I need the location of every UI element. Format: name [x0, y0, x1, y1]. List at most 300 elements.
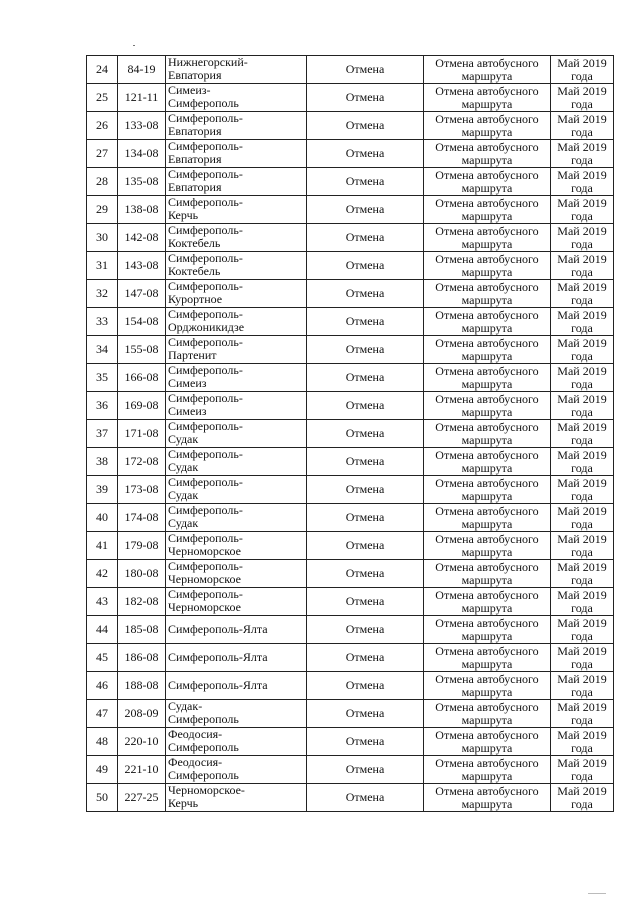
route-name-cell-line: Нижнегорский- [168, 55, 248, 69]
date-cell-line: года [571, 572, 593, 587]
row-number-cell: 44 [87, 616, 118, 644]
route-name-cell-line: Симферополь- [168, 223, 243, 237]
reason-cell [424, 168, 551, 196]
route-name-cell-line: Орджоникидзе [168, 320, 245, 334]
date-cell [551, 224, 614, 252]
route-name-cell [166, 420, 307, 448]
route-name-cell-line: Судак [168, 488, 199, 502]
table-row [87, 168, 614, 196]
route-name-cell [166, 644, 307, 672]
route-name-cell-line: Симферополь- [168, 279, 243, 293]
table-row [87, 672, 614, 700]
route-code-cell: 185-08 [118, 616, 166, 644]
table-row [87, 728, 614, 756]
reason-cell-line: маршрута [461, 432, 513, 447]
route-code-cell: 121-11 [118, 84, 166, 112]
route-name-cell-line: Керчь [168, 796, 199, 810]
date-cell [551, 728, 614, 756]
reason-cell-line: маршрута [461, 600, 513, 615]
route-name-cell-line: Коктебель [168, 264, 221, 278]
reason-cell-line: маршрута [461, 152, 513, 167]
route-name-cell [166, 672, 307, 700]
date-cell-line: Май 2019 [557, 503, 607, 518]
reason-cell-line: маршрута [461, 628, 513, 643]
reason-cell [424, 364, 551, 392]
date-cell [551, 644, 614, 672]
date-cell-line: года [571, 348, 593, 363]
route-name-cell-line: Евпатория [168, 180, 222, 194]
reason-cell [424, 700, 551, 728]
date-cell [551, 532, 614, 560]
reason-cell-line: Отмена автобусного [435, 55, 539, 70]
table-row [87, 112, 614, 140]
route-name-cell-line: Судак [168, 432, 199, 446]
date-cell-line: года [571, 124, 593, 139]
reason-cell-line: Отмена автобусного [435, 475, 539, 490]
reason-cell [424, 84, 551, 112]
date-cell-line: года [571, 656, 593, 671]
route-name-cell-line: Черноморское [168, 544, 241, 558]
route-name-cell-line: Симферополь- [168, 559, 243, 573]
route-name-cell-line: Черноморское- [168, 783, 245, 797]
reason-cell-line: Отмена автобусного [435, 783, 539, 798]
date-cell [551, 560, 614, 588]
route-name-cell [166, 84, 307, 112]
date-cell-line: Май 2019 [557, 755, 607, 770]
date-cell [551, 168, 614, 196]
row-number-cell: 32 [87, 280, 118, 308]
reason-cell [424, 252, 551, 280]
table-row [87, 140, 614, 168]
route-name-cell-line: Симеиз [168, 404, 207, 418]
date-cell-line: Май 2019 [557, 307, 607, 322]
reason-cell-line: Отмена автобусного [435, 755, 539, 770]
date-cell [551, 616, 614, 644]
row-number-cell: 46 [87, 672, 118, 700]
route-code-cell: 166-08 [118, 364, 166, 392]
row-number-cell: 25 [87, 84, 118, 112]
row-number-cell: 30 [87, 224, 118, 252]
action-cell: Отмена [307, 112, 424, 140]
route-name-cell-line: Черноморское [168, 572, 241, 586]
date-cell-line: года [571, 740, 593, 755]
route-name-cell-line: Коктебель [168, 236, 221, 250]
scan-speck [588, 893, 606, 894]
reason-cell-line: маршрута [461, 768, 513, 783]
date-cell-line: Май 2019 [557, 419, 607, 434]
date-cell-line: Май 2019 [557, 391, 607, 406]
date-cell-line: года [571, 432, 593, 447]
route-name-cell [166, 728, 307, 756]
reason-cell-line: Отмена автобусного [435, 139, 539, 154]
route-name-cell-line: Симферополь [168, 768, 239, 782]
table-row [87, 364, 614, 392]
reason-cell-line: маршрута [461, 712, 513, 727]
route-name-cell [166, 112, 307, 140]
reason-cell [424, 672, 551, 700]
route-name-cell [166, 392, 307, 420]
action-cell: Отмена [307, 784, 424, 812]
table-row [87, 308, 614, 336]
action-cell: Отмена [307, 196, 424, 224]
date-cell-line: года [571, 264, 593, 279]
reason-cell-line: Отмена автобусного [435, 615, 539, 630]
date-cell-line: Май 2019 [557, 643, 607, 658]
date-cell [551, 756, 614, 784]
route-name-cell [166, 448, 307, 476]
route-name-cell-line: Симферополь [168, 740, 239, 754]
route-code-cell: 220-10 [118, 728, 166, 756]
date-cell-line: Май 2019 [557, 111, 607, 126]
date-cell-line: года [571, 320, 593, 335]
date-cell-line: года [571, 628, 593, 643]
route-code-cell: 155-08 [118, 336, 166, 364]
action-cell: Отмена [307, 644, 424, 672]
route-name-cell [166, 196, 307, 224]
row-number-cell: 47 [87, 700, 118, 728]
route-name-cell [166, 336, 307, 364]
route-name-cell-line: Симферополь- [168, 307, 243, 321]
reason-cell [424, 616, 551, 644]
reason-cell-line: маршрута [461, 404, 513, 419]
route-code-cell: 172-08 [118, 448, 166, 476]
route-name-cell-line: Судак [168, 516, 199, 530]
reason-cell [424, 532, 551, 560]
action-cell: Отмена [307, 476, 424, 504]
route-code-cell: 169-08 [118, 392, 166, 420]
date-cell-line: Май 2019 [557, 587, 607, 602]
date-cell-line: Май 2019 [557, 195, 607, 210]
route-code-cell: 179-08 [118, 532, 166, 560]
action-cell: Отмена [307, 224, 424, 252]
reason-cell-line: маршрута [461, 320, 513, 335]
date-cell-line: года [571, 152, 593, 167]
reason-cell-line: Отмена автобусного [435, 279, 539, 294]
reason-cell [424, 644, 551, 672]
action-cell: Отмена [307, 672, 424, 700]
route-name-cell-line: Судак- [168, 699, 203, 713]
reason-cell-line: маршрута [461, 180, 513, 195]
row-number-cell: 26 [87, 112, 118, 140]
reason-cell [424, 56, 551, 84]
date-cell-line: Май 2019 [557, 251, 607, 266]
table-row [87, 420, 614, 448]
date-cell-line: года [571, 180, 593, 195]
route-code-cell: 147-08 [118, 280, 166, 308]
reason-cell [424, 280, 551, 308]
reason-cell [424, 420, 551, 448]
route-name-cell-line: Евпатория [168, 68, 222, 82]
route-cancellation-table [86, 55, 614, 812]
reason-cell-line: Отмена автобусного [435, 335, 539, 350]
route-name-cell-line: Симферополь- [168, 475, 243, 489]
row-number-cell: 48 [87, 728, 118, 756]
date-cell [551, 140, 614, 168]
reason-cell [424, 728, 551, 756]
route-name-cell-line: Симеиз [168, 376, 207, 390]
route-name-cell [166, 140, 307, 168]
route-name-cell-line: Феодосия- [168, 755, 223, 769]
route-name-cell [166, 756, 307, 784]
reason-cell-line: маршрута [461, 544, 513, 559]
reason-cell [424, 784, 551, 812]
route-name-cell [166, 504, 307, 532]
route-code-cell: 208-09 [118, 700, 166, 728]
route-name-cell-line: Черноморское [168, 600, 241, 614]
route-name-cell [166, 224, 307, 252]
reason-cell-line: Отмена автобусного [435, 643, 539, 658]
reason-cell-line: маршрута [461, 348, 513, 363]
date-cell [551, 336, 614, 364]
route-name-cell-line: Симферополь- [168, 391, 243, 405]
route-code-cell: 186-08 [118, 644, 166, 672]
action-cell: Отмена [307, 168, 424, 196]
date-cell [551, 252, 614, 280]
date-cell-line: года [571, 68, 593, 83]
reason-cell-line: маршрута [461, 208, 513, 223]
date-cell-line: года [571, 236, 593, 251]
route-name-cell-line: Симферополь [168, 712, 239, 726]
reason-cell [424, 476, 551, 504]
reason-cell-line: маршрута [461, 572, 513, 587]
action-cell: Отмена [307, 364, 424, 392]
route-name-cell-line: Симферополь- [168, 531, 243, 545]
reason-cell-line: маршрута [461, 460, 513, 475]
reason-cell-line: маршрута [461, 656, 513, 671]
reason-cell-line: Отмена автобусного [435, 671, 539, 686]
date-cell [551, 476, 614, 504]
route-code-cell: 188-08 [118, 672, 166, 700]
reason-cell-line: маршрута [461, 292, 513, 307]
date-cell-line: года [571, 600, 593, 615]
date-cell-line: года [571, 404, 593, 419]
route-name-cell-line: Симеиз- [168, 83, 211, 97]
reason-cell-line: Отмена автобусного [435, 447, 539, 462]
action-cell: Отмена [307, 420, 424, 448]
date-cell-line: Май 2019 [557, 475, 607, 490]
row-number-cell: 50 [87, 784, 118, 812]
reason-cell-line: Отмена автобусного [435, 363, 539, 378]
route-code-cell: 84-19 [118, 56, 166, 84]
route-name-cell [166, 588, 307, 616]
route-name-cell [166, 252, 307, 280]
date-cell-line: Май 2019 [557, 223, 607, 238]
date-cell-line: Май 2019 [557, 139, 607, 154]
reason-cell-line: Отмена автобусного [435, 699, 539, 714]
row-number-cell: 37 [87, 420, 118, 448]
row-number-cell: 35 [87, 364, 118, 392]
date-cell [551, 364, 614, 392]
route-name-cell-line: Симферополь- [168, 503, 243, 517]
table-row [87, 280, 614, 308]
reason-cell [424, 756, 551, 784]
table-row [87, 84, 614, 112]
route-code-cell: 154-08 [118, 308, 166, 336]
reason-cell-line: Отмена автобусного [435, 111, 539, 126]
table-row [87, 616, 614, 644]
action-cell: Отмена [307, 616, 424, 644]
row-number-cell: 42 [87, 560, 118, 588]
route-name-cell-line: Керчь [168, 208, 199, 222]
reason-cell-line: Отмена автобусного [435, 167, 539, 182]
date-cell-line: года [571, 796, 593, 811]
reason-cell [424, 504, 551, 532]
route-name-cell [166, 280, 307, 308]
date-cell [551, 280, 614, 308]
route-name-cell-line: Симферополь [168, 96, 239, 110]
reason-cell-line: Отмена автобусного [435, 727, 539, 742]
date-cell-line: Май 2019 [557, 699, 607, 714]
reason-cell-line: маршрута [461, 376, 513, 391]
row-number-cell: 45 [87, 644, 118, 672]
reason-cell [424, 224, 551, 252]
date-cell-line: Май 2019 [557, 447, 607, 462]
date-cell-line: года [571, 488, 593, 503]
reason-cell-line: маршрута [461, 684, 513, 699]
date-cell-line: Май 2019 [557, 363, 607, 378]
reason-cell-line: маршрута [461, 796, 513, 811]
table-row [87, 532, 614, 560]
table-row [87, 644, 614, 672]
table-row [87, 784, 614, 812]
date-cell [551, 308, 614, 336]
reason-cell-line: Отмена автобусного [435, 587, 539, 602]
row-number-cell: 43 [87, 588, 118, 616]
route-name-cell-line: Симферополь- [168, 111, 243, 125]
reason-cell-line: Отмена автобусного [435, 83, 539, 98]
date-cell-line: года [571, 712, 593, 727]
date-cell [551, 112, 614, 140]
route-name-cell-line: Симферополь-Ялта [168, 650, 268, 664]
date-cell-line: Май 2019 [557, 167, 607, 182]
route-name-cell [166, 700, 307, 728]
date-cell-line: Май 2019 [557, 279, 607, 294]
row-number-cell: 29 [87, 196, 118, 224]
date-cell-line: года [571, 376, 593, 391]
date-cell-line: года [571, 768, 593, 783]
date-cell-line: года [571, 684, 593, 699]
date-cell-line: года [571, 544, 593, 559]
row-number-cell: 31 [87, 252, 118, 280]
action-cell: Отмена [307, 308, 424, 336]
route-code-cell: 135-08 [118, 168, 166, 196]
reason-cell-line: маршрута [461, 236, 513, 251]
row-number-cell: 49 [87, 756, 118, 784]
route-name-cell-line: Феодосия- [168, 727, 223, 741]
date-cell [551, 196, 614, 224]
reason-cell-line: Отмена автобусного [435, 531, 539, 546]
reason-cell [424, 336, 551, 364]
date-cell-line: года [571, 460, 593, 475]
date-cell-line: Май 2019 [557, 671, 607, 686]
table-body [87, 56, 614, 812]
date-cell [551, 448, 614, 476]
route-code-cell: 227-25 [118, 784, 166, 812]
reason-cell-line: Отмена автобусного [435, 251, 539, 266]
date-cell [551, 392, 614, 420]
row-number-cell: 38 [87, 448, 118, 476]
reason-cell [424, 448, 551, 476]
table-row [87, 336, 614, 364]
table-row [87, 252, 614, 280]
route-name-cell-line: Симферополь- [168, 167, 243, 181]
date-cell-line: Май 2019 [557, 727, 607, 742]
date-cell [551, 504, 614, 532]
route-code-cell: 142-08 [118, 224, 166, 252]
route-code-cell: 133-08 [118, 112, 166, 140]
route-code-cell: 143-08 [118, 252, 166, 280]
route-name-cell-line: Симферополь-Ялта [168, 678, 268, 692]
action-cell: Отмена [307, 84, 424, 112]
date-cell-line: года [571, 208, 593, 223]
row-number-cell: 28 [87, 168, 118, 196]
action-cell: Отмена [307, 392, 424, 420]
route-name-cell [166, 476, 307, 504]
table-row [87, 56, 614, 84]
route-name-cell-line: Симферополь- [168, 195, 243, 209]
action-cell: Отмена [307, 728, 424, 756]
action-cell: Отмена [307, 588, 424, 616]
reason-cell-line: Отмена автобусного [435, 223, 539, 238]
route-name-cell-line: Симферополь- [168, 251, 243, 265]
action-cell: Отмена [307, 336, 424, 364]
route-name-cell [166, 168, 307, 196]
date-cell [551, 56, 614, 84]
action-cell: Отмена [307, 280, 424, 308]
route-name-cell-line: Судак [168, 460, 199, 474]
reason-cell [424, 112, 551, 140]
date-cell-line: Май 2019 [557, 615, 607, 630]
row-number-cell: 33 [87, 308, 118, 336]
route-name-cell-line: Симферополь-Ялта [168, 622, 268, 636]
reason-cell [424, 560, 551, 588]
date-cell [551, 672, 614, 700]
table-row [87, 756, 614, 784]
table-row [87, 448, 614, 476]
row-number-cell: 36 [87, 392, 118, 420]
reason-cell [424, 140, 551, 168]
route-name-cell-line: Симферополь- [168, 419, 243, 433]
reason-cell-line: Отмена автобусного [435, 559, 539, 574]
date-cell-line: Май 2019 [557, 55, 607, 70]
route-name-cell-line: Евпатория [168, 124, 222, 138]
action-cell: Отмена [307, 448, 424, 476]
table-row [87, 224, 614, 252]
date-cell-line: года [571, 516, 593, 531]
route-name-cell [166, 560, 307, 588]
reason-cell [424, 308, 551, 336]
route-name-cell [166, 784, 307, 812]
reason-cell-line: маршрута [461, 68, 513, 83]
route-code-cell: 180-08 [118, 560, 166, 588]
reason-cell-line: маршрута [461, 740, 513, 755]
row-number-cell: 41 [87, 532, 118, 560]
reason-cell-line: Отмена автобусного [435, 391, 539, 406]
date-cell-line: Май 2019 [557, 531, 607, 546]
table-row [87, 196, 614, 224]
reason-cell-line: маршрута [461, 124, 513, 139]
date-cell [551, 784, 614, 812]
route-name-cell-line: Симферополь- [168, 335, 243, 349]
table-row [87, 700, 614, 728]
reason-cell-line: Отмена автобусного [435, 503, 539, 518]
action-cell: Отмена [307, 700, 424, 728]
route-name-cell-line: Симферополь- [168, 447, 243, 461]
action-cell: Отмена [307, 252, 424, 280]
reason-cell [424, 196, 551, 224]
row-number-cell: 34 [87, 336, 118, 364]
route-name-cell-line: Симферополь- [168, 363, 243, 377]
